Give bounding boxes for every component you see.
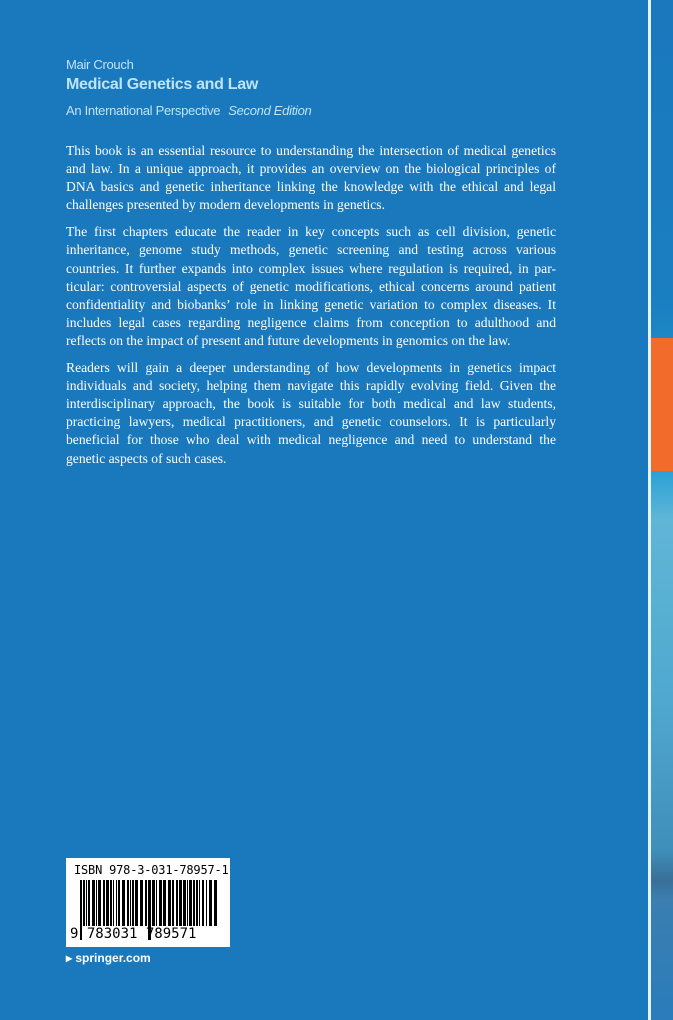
blurb-line: Readers will gain a deeper understanding of how developments in genetics impact — [66, 360, 556, 376]
barcode-bar — [187, 880, 188, 926]
edition-label: Second Edition — [228, 103, 312, 118]
barcode-bar — [183, 880, 186, 926]
publisher-link[interactable]: ▸ springer.com — [66, 951, 151, 965]
book-subtitle — [66, 103, 311, 118]
blurb-line: ticular: controversial aspects of genetic modifications, ethical concerns around patient — [66, 278, 556, 294]
blurb-line: genetic aspects of such cases. — [66, 450, 227, 466]
blurb-line: This book is an essential resource to understanding the intersection of medical genetics — [66, 143, 556, 158]
barcode-bar — [199, 880, 200, 926]
blurb-line: practicing lawyers, medical practitioners, and genetic counselors. It is particularly — [66, 414, 556, 430]
book-title: Medical Genetics and Law — [66, 76, 258, 93]
barcode-bar — [106, 880, 109, 926]
blurb-line: individuals and society, helping them navigate this rapidly evolving field. Given the — [66, 378, 556, 394]
blurb-paragraph — [66, 359, 556, 468]
blurb-line: and law. In a unique approach, it provides an overview on the biological principles of — [66, 161, 556, 177]
barcode-bar — [118, 880, 120, 926]
barcode-bar — [122, 880, 125, 926]
blurb-line: inheritance, genome study methods, genetic screening and testing across various — [66, 242, 556, 258]
spine-strip — [651, 0, 673, 1020]
barcode-digits: 9 783031 789571 — [70, 926, 197, 942]
barcode-bar — [88, 880, 90, 926]
barcode-bar — [127, 880, 129, 926]
barcode-bar — [86, 880, 87, 926]
barcode-bar — [156, 880, 157, 926]
blurb-line: includes legal cases regarding negligence claims from conception to adulthood and — [66, 314, 556, 330]
barcode-bar — [130, 880, 131, 926]
blurb-line: interdisciplinary approach, the book is suitable for both medical and law students, — [66, 396, 556, 412]
barcode-bar — [116, 880, 117, 926]
barcode-bar — [189, 880, 192, 926]
barcode-bar — [193, 880, 195, 926]
barcode-bar — [92, 880, 95, 926]
barcode-bar — [209, 880, 212, 926]
barcode-bar — [214, 880, 217, 926]
blurb — [66, 142, 556, 477]
blurb-line: confidentiality and biobanks’ role in linking genetic variation to complex diseases. It — [66, 296, 556, 312]
isbn-barcode-box — [66, 858, 230, 947]
blurb-paragraph — [66, 142, 556, 214]
blurb-line: beneficial for those who deal with medical negligence and need to understand the — [66, 432, 556, 448]
barcode-bar — [159, 880, 162, 926]
barcode-bar — [135, 880, 138, 926]
barcode-bar — [202, 880, 204, 926]
barcode-bar — [110, 880, 112, 926]
blurb-paragraph — [66, 223, 556, 350]
barcode-bar — [163, 880, 166, 926]
barcode-bar — [145, 880, 147, 926]
barcode-bar — [172, 880, 174, 926]
barcode-bar — [176, 880, 178, 926]
barcode-bar — [152, 880, 155, 926]
blurb-line: reflects on the impact of present and future developments in genomics on the law. — [66, 332, 511, 348]
barcode-bar — [96, 880, 97, 926]
barcode-bar — [179, 880, 182, 926]
blurb-line: countries. It further expands into complex issues where regulation is required, in par- — [66, 260, 556, 276]
barcode-bar — [196, 880, 198, 926]
barcode-bar — [113, 880, 114, 926]
barcode-bar — [83, 880, 85, 926]
barcode-bar — [103, 880, 105, 926]
blurb-line: The first chapters educate the reader in key concepts such as cell division, genetic — [66, 224, 556, 240]
barcode-bar — [168, 880, 171, 926]
barcode-bar — [132, 880, 134, 926]
subtitle-text: An International Perspective — [66, 103, 221, 118]
barcode-bar — [140, 880, 143, 926]
blurb-line: challenges presented by modern developments in genetics. — [66, 197, 385, 213]
barcode-bar — [98, 880, 101, 926]
isbn-text: ISBN 978-3-031-78957-1 — [74, 863, 229, 877]
author-name: Mair Crouch — [66, 57, 134, 72]
spine-accent-band — [651, 338, 673, 471]
barcode-bar — [206, 880, 207, 926]
blurb-line: DNA basics and genetic inheritance linking the knowledge with the ethical and legal — [66, 179, 556, 195]
